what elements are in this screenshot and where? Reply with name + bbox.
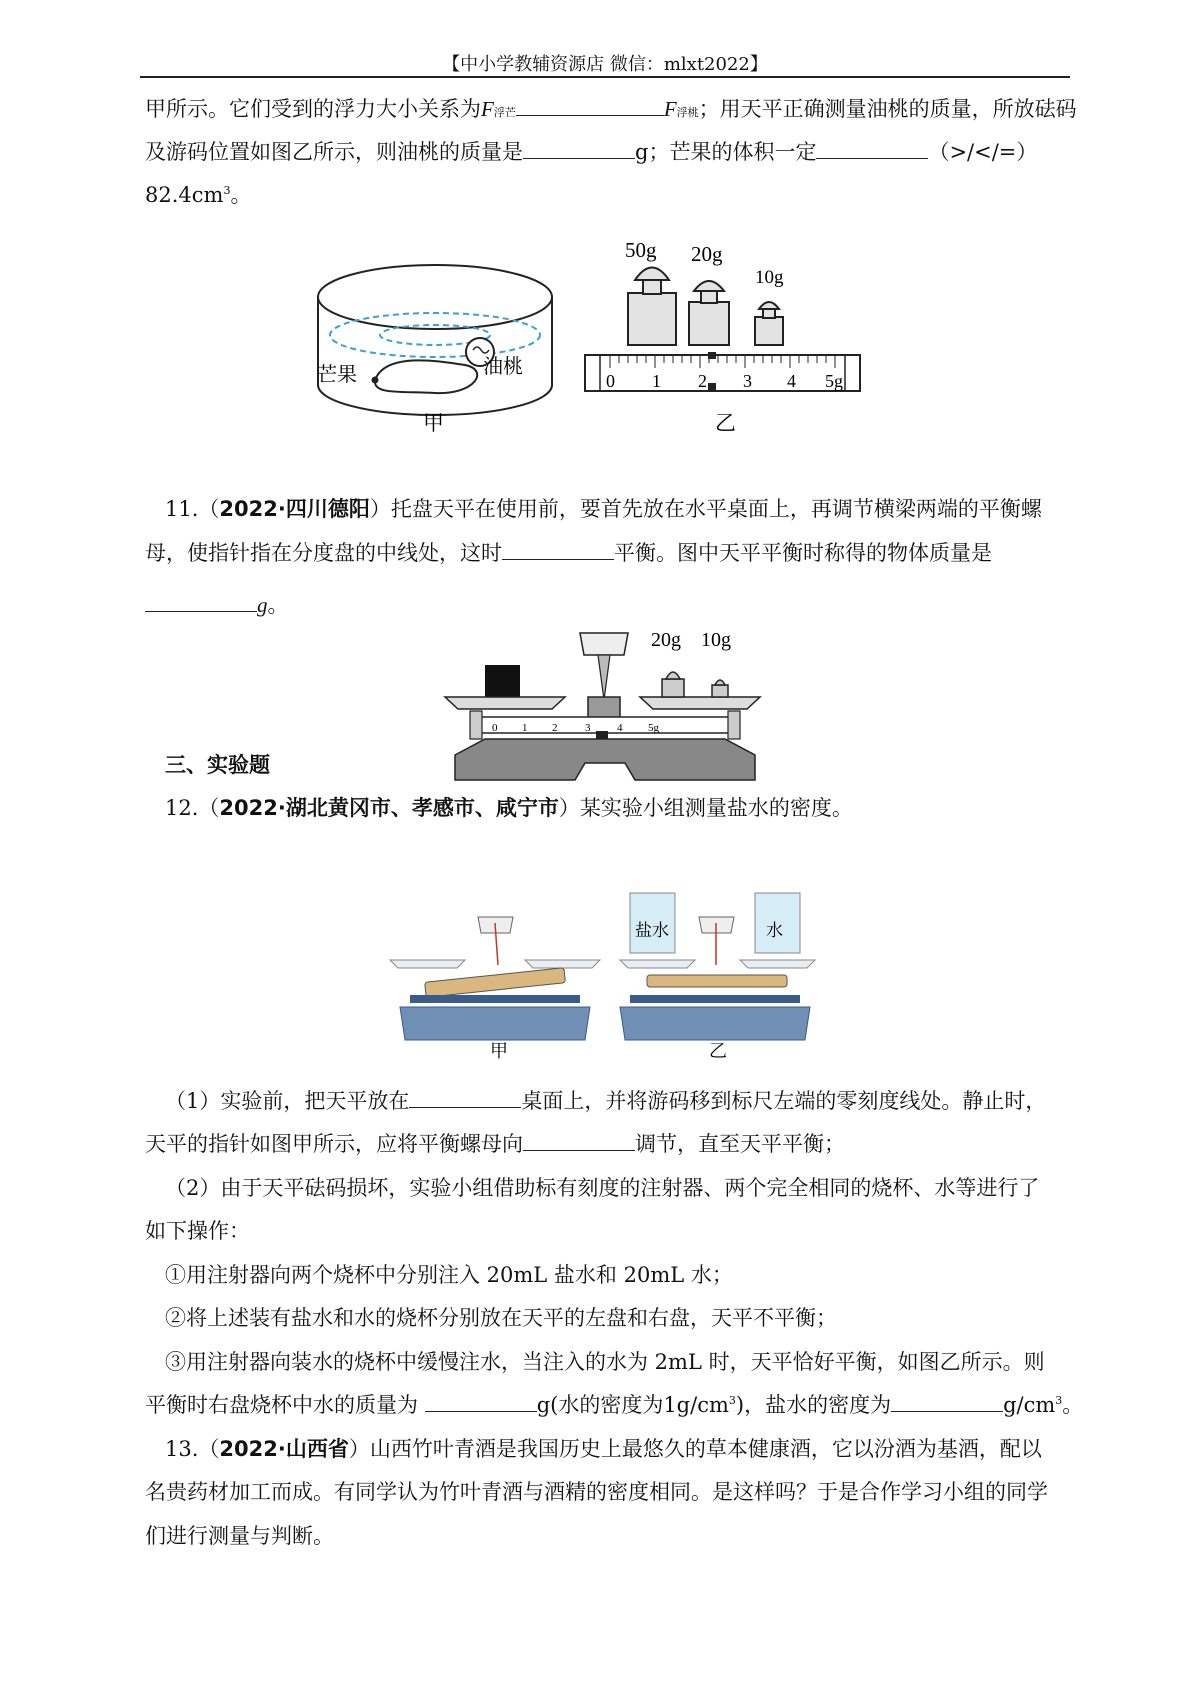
q11-text: ）托盘天平在使用前，要首先放在水平桌面上，再调节横梁两端的平衡螺 <box>369 497 1042 521</box>
q12-step2: ②将上述装有盐水和水的烧杯分别放在天平的左盘和右盘，天平不平衡； <box>165 1306 837 1330</box>
force-subscript: 浮芒 <box>493 106 516 119</box>
q13-number: 13.（ <box>165 1437 220 1461</box>
q12-line1 <box>165 795 1090 821</box>
q12-text: ）某实验小组测量盐水的密度。 <box>558 796 853 820</box>
q13-line2: 名贵药材加工而成。有同学认为竹叶青酒与酒精的密度相同。是这样吗？于是合作学习小组的同学 <box>145 1480 1048 1504</box>
tick-label: 0 <box>492 722 498 734</box>
q10-text: （>/</=） <box>928 140 1038 164</box>
force-symbol: F <box>481 97 494 121</box>
section-title: 三、实验题 <box>165 753 270 777</box>
weight-label-20g: 20g <box>691 242 723 266</box>
q12-p1-line1 <box>165 1088 1090 1114</box>
q10-text: 及游码位置如图乙所示，则油桃的质量是 <box>145 140 523 164</box>
q10-line2 <box>145 139 1070 165</box>
q12-text: 桌面上，并将游码移到标尺左端的零刻度线处。静止时， <box>521 1089 1047 1113</box>
q11-text: 。 <box>267 593 289 617</box>
fig-label-yi: 乙 <box>709 1041 727 1060</box>
q12-p1-line2 <box>145 1131 1070 1157</box>
weight-20g <box>689 302 729 345</box>
weight-label-50g: 50g <box>625 238 657 262</box>
q12-step3: ③用注射器向装水的烧杯中缓慢注水，当注入的水为 2mL 时，天平恰好平衡，如图乙所示。则 <box>165 1350 1045 1374</box>
q10-figure <box>315 235 935 475</box>
q12-p2-line2: 如下操作： <box>145 1219 250 1243</box>
q13-text: ）山西竹叶青酒是我国历史上最悠久的草本健康酒，它以汾酒为基酒，配以 <box>348 1437 1042 1461</box>
tick-label: 4 <box>617 722 623 734</box>
weight-10g <box>755 317 783 345</box>
tick-label: 0 <box>606 371 615 391</box>
q12-text: 天平的指针如图甲所示，应将平衡螺母向 <box>145 1132 523 1156</box>
q13-line3: 们进行测量与判断。 <box>145 1524 334 1548</box>
tick-label: 5g <box>648 722 659 734</box>
tick-label: 2 <box>698 371 707 391</box>
q11-line3 <box>145 592 1070 618</box>
answer-blank[interactable] <box>425 1393 537 1412</box>
q11-line2 <box>145 540 1070 566</box>
water-container <box>317 265 552 435</box>
weights-set <box>625 238 784 345</box>
q11-text: 母，使指针指在分度盘的中线处，这时 <box>145 541 502 565</box>
answer-blank[interactable] <box>502 541 614 560</box>
answer-blank[interactable] <box>816 140 928 159</box>
weight-10g <box>712 685 728 697</box>
superscript: 3 <box>223 184 231 197</box>
force-symbol: F <box>663 97 677 121</box>
tick-label: 2 <box>552 722 558 734</box>
q11-source: 2022·四川德阳 <box>219 497 370 521</box>
force-subscript: 浮桃 <box>676 106 699 119</box>
tick-label: 3 <box>585 722 591 734</box>
q12-text: g(水的密度为1g/cm <box>536 1393 729 1417</box>
q11-number: 11.（ <box>165 497 220 521</box>
header-rule <box>140 76 1070 78</box>
water-label: 水 <box>766 921 783 940</box>
q10-text: 82.4cm <box>145 183 224 207</box>
q12-figure <box>385 835 865 1060</box>
q12-step1: ①用注射器向两个烧杯中分别注入 20mL 盐水和 20mL 水； <box>165 1263 733 1287</box>
q10-text: 。 <box>230 183 252 207</box>
q11-line1 <box>165 496 1090 522</box>
answer-blank[interactable] <box>523 140 635 159</box>
answer-blank[interactable] <box>409 1089 521 1108</box>
weight-20g <box>662 679 684 697</box>
q12-source: 2022·湖北黄冈市、孝感市、咸宁市 <box>219 796 559 820</box>
unit-g: g <box>257 593 268 617</box>
answer-blank[interactable] <box>516 97 664 116</box>
q12-p2-line1: （2）由于天平砝码损坏，实验小组借助标有刻度的注射器、两个完全相同的烧杯、水等进行了 <box>165 1176 1040 1200</box>
tick-label: 5g <box>825 371 843 391</box>
mango-label: 芒果 <box>317 364 357 386</box>
balance-jia <box>390 917 600 1060</box>
q13-source: 2022·山西省 <box>219 1437 349 1461</box>
answer-blank[interactable] <box>891 1393 1003 1412</box>
weight-label-10g: 10g <box>755 267 784 288</box>
q10-text: 甲所示。它们受到的浮力大小关系为 <box>145 97 481 121</box>
tick-label: 1 <box>652 371 661 391</box>
superscript: 3 <box>1055 1394 1063 1407</box>
q10-line3 <box>145 182 1070 208</box>
q12-text: 调节，直至天平平衡； <box>635 1132 845 1156</box>
q11-text: 平衡。图中天平平衡时称得的物体质量是 <box>614 541 992 565</box>
answer-blank[interactable] <box>523 1132 635 1151</box>
q10-line1 <box>145 96 1077 126</box>
q12-number: 12.（ <box>165 796 220 820</box>
q12-text: 平衡时右盘烧杯中水的质量为 <box>145 1393 425 1417</box>
tick-label: 3 <box>743 371 752 391</box>
fig-label-jia: 甲 <box>490 1041 508 1060</box>
tick-label: 4 <box>787 371 796 391</box>
dial <box>580 633 628 655</box>
q12-text: 。 <box>1062 1393 1084 1417</box>
weight-50g <box>628 293 676 345</box>
beam-scale <box>475 717 735 733</box>
q12-text: （1）实验前，把天平放在 <box>165 1089 410 1113</box>
q13-line1 <box>165 1436 1090 1462</box>
saltwater-label: 盐水 <box>635 921 669 940</box>
weight-label-10g: 10g <box>701 629 731 651</box>
rider-scale <box>585 352 860 435</box>
object-block <box>485 665 520 697</box>
balance-yi <box>620 893 815 1060</box>
page-header: 【中小学教辅资源店 微信：mlxt2022】 <box>442 54 768 75</box>
q12-text: g/cm <box>1003 1393 1056 1417</box>
peach-label: 油桃 <box>483 356 523 378</box>
tick-label: 1 <box>522 722 528 734</box>
q10-text: g；芒果的体积一定 <box>635 140 817 164</box>
fig-label-yi: 乙 <box>715 411 736 435</box>
q10-text: ；用天平正确测量油桃的质量，所放砝码 <box>698 97 1077 121</box>
rider-marker <box>708 352 716 359</box>
weight-label-20g: 20g <box>651 629 681 651</box>
answer-blank[interactable] <box>145 593 257 612</box>
q12-step3-line2 <box>145 1392 1084 1418</box>
fig-label-jia: 甲 <box>423 411 444 435</box>
q12-text: )，盐水的密度为 <box>735 1393 892 1417</box>
superscript: 3 <box>728 1394 736 1407</box>
